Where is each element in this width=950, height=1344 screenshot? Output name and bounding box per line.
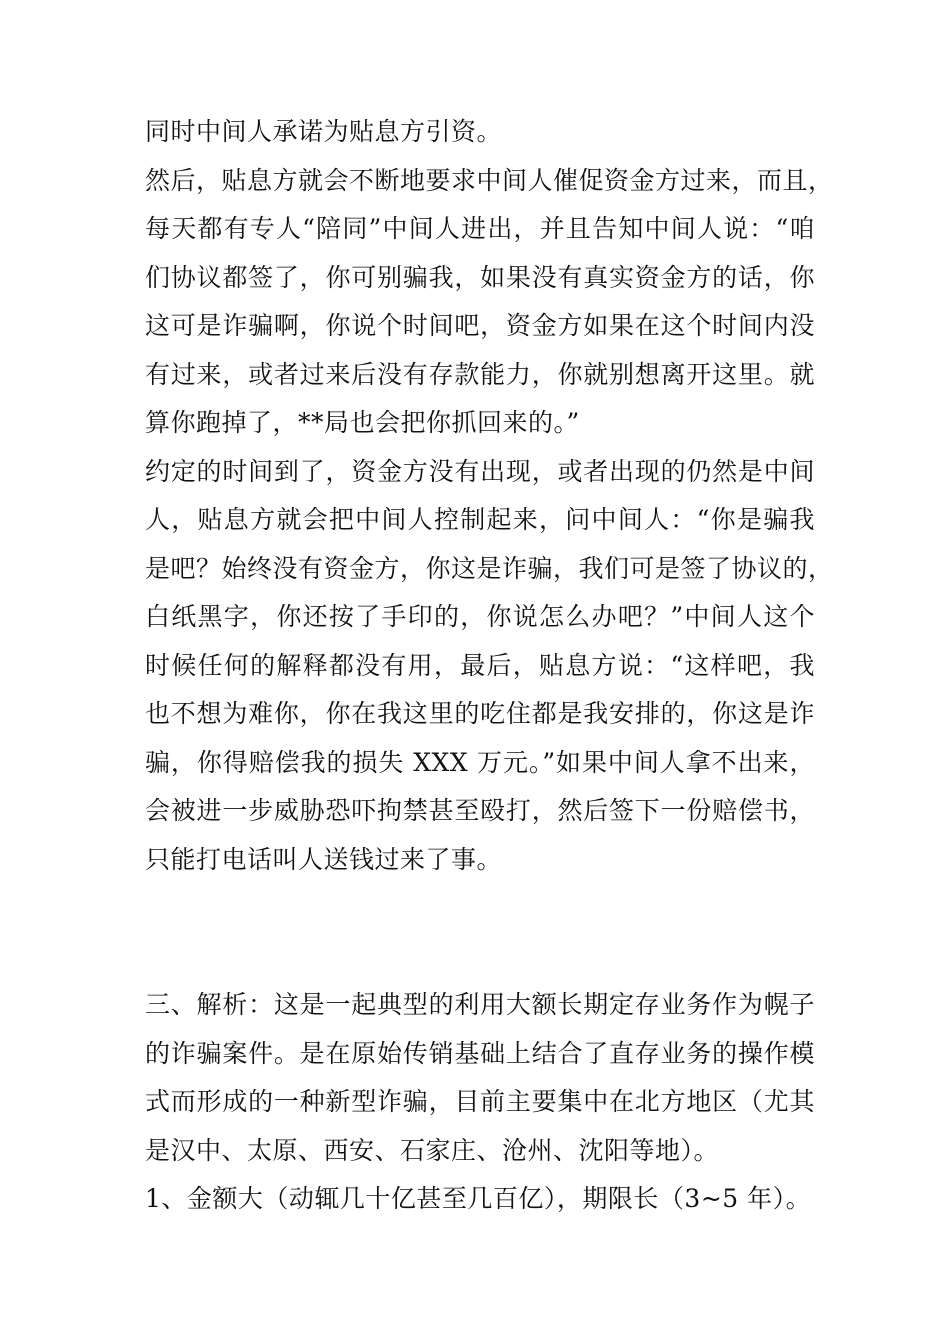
text-line: 白纸黑字，你还按了手印的，你说怎么办吧？”中间人这个	[145, 602, 815, 631]
text-line: 们协议都签了，你可别骗我，如果没有真实资金方的话，你	[145, 262, 815, 292]
paragraph-1	[145, 108, 815, 157]
text-line: 1、金额大（动辄几十亿甚至几百亿），期限长（3~5 年）。	[145, 1184, 812, 1213]
text-line: 也不想为难你，你在我这里的吃住都是我安排的，你这是诈	[145, 699, 815, 728]
document-body	[145, 108, 834, 1224]
paragraph-spacer	[145, 884, 815, 933]
paragraph-4	[145, 981, 815, 1175]
text-line: 这可是诈骗啊，你说个时间吧，资金方如果在这个时间内没	[145, 311, 815, 340]
text-line: 人，贴息方就会把中间人控制起来，问中间人：“你是骗我	[145, 505, 815, 534]
text-line: 骗，你得赔偿我的损失 XXX 万元。”如果中间人拿不出来，	[145, 747, 815, 777]
text-line: 式而形成的一种新型诈骗，目前主要集中在北方地区（尤其	[145, 1087, 815, 1116]
paragraph-3	[145, 448, 834, 885]
text-line: 同时中间人承诺为贴息方引资。	[145, 117, 503, 146]
text-line: 是汉中、太原、西安、石家庄、沧州、沈阳等地）。	[145, 1135, 720, 1165]
paragraph-2	[145, 157, 834, 448]
text-line: 每天都有专人“陪同”中间人进出，并且告知中间人说：“咱	[145, 214, 815, 243]
text-line: 的诈骗案件。是在原始传销基础上结合了直存业务的操作模	[145, 1038, 815, 1068]
text-line: 三、解析：这是一起典型的利用大额长期定存业务作为幌子	[145, 990, 815, 1019]
text-line: 约定的时间到了，资金方没有出现，或者出现的仍然是中间	[145, 456, 815, 486]
text-line: 算你跑掉了，**局也会把你抓回来的。”	[145, 408, 580, 437]
text-line: 然后，贴息方就会不断地要求中间人催促资金方过来，而且，	[145, 165, 834, 195]
paragraph-spacer	[145, 933, 815, 982]
text-line: 是吧？始终没有资金方，你这是诈骗，我们可是签了协议的，	[145, 553, 834, 583]
paragraph-5	[145, 1175, 815, 1224]
text-line: 会被进一步威胁恐吓拘禁甚至殴打，然后签下一份赔偿书，	[145, 796, 815, 825]
text-line: 有过来，或者过来后没有存款能力，你就别想离开这里。就	[145, 359, 815, 389]
text-line: 时候任何的解释都没有用，最后，贴息方说：“这样吧，我	[145, 650, 815, 680]
text-line: 只能打电话叫人送钱过来了事。	[145, 844, 503, 874]
